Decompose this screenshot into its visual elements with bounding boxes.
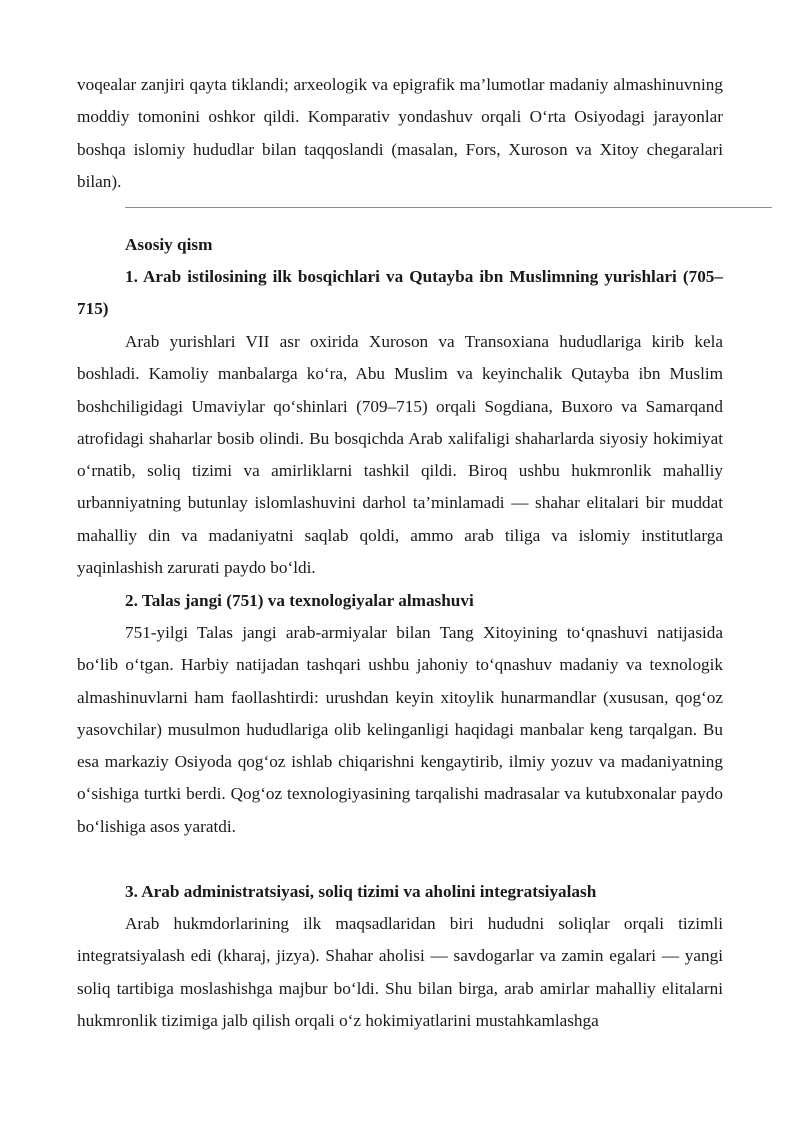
section-2-body: 751-yilgi Talas jangi arab-armiyalar bilan Tang Xitoyining to‘qnashuvi natijasida bo‘lib o‘tgan. Harbiy natijadan tashqari ushbu jahoniy to‘qnashuv madaniy va texnologik almashinuvlarni ham faollashtirdi: urushdan keyin xitoylik hunarmandlar (xususan, qog‘oz yasovchilar) musulmon hududlariga olib kelinganligi haqidagi manbalar keng tarqalgan. Bu esa markaziy Osiyoda qog‘oz ishlab chiqarishni kengaytirib, ilmiy yozuv va madaniyatning o‘sishiga turtki berdi. Qog‘oz texnologiyasining tarqalishi madrasalar va kutubxonalar paydo bo‘lishiga asos yaratdi. <box>77 623 723 836</box>
intro-paragraph: voqealar zanjiri qayta tiklandi; arxeologik va epigrafik ma’lumotlar madaniy almashinuvning moddiy tomonini oshkor qildi. Komparativ yondashuv orqali O‘rta Osiyodagi jarayonlar boshqa islomiy hududlar bilan taqqoslandi (masalan, Fors, Xuroson va Xitoy chegaralari bilan). <box>77 75 723 191</box>
section-1-heading: 1. Arab istilosining ilk bosqichlari va Qutayba ibn Muslimning yurishlari (705–715) <box>77 267 723 319</box>
section-1-body: Arab yurishlari VII asr oxirida Xuroson va Transoxiana hududlariga kirib kela boshladi. Kamoliy manbalarga ko‘ra, Abu Muslim va keyinchalik Qutayba ibn Muslim boshchiligidagi Umaviylar qo‘shinlari (709–715) orqali Sogdiana, Buxoro va Samarqand atrofidagi shaharlar bosib olindi. Bu bosqichda Arab xalifaligi shaharlarda siyosiy hokimiyat o‘rnatib, soliq tizimi va amirliklarni tashkil qildi. Biroq ushbu hukmronlik mahalliy urbanniyatning butunlay islomlashuvini darhol ta’minlamadi — shahar elitalari bir muddat mahalliy din va madaniyatni saqlab qoldi, ammo arab tiliga va islomiy institutlarga yaqinlashish zarurati paydo bo‘ldi. <box>77 332 723 578</box>
section-title: Asosiy qism <box>125 235 213 254</box>
horizontal-rule <box>125 207 772 208</box>
section-2-heading: 2. Talas jangi (751) va texnologiyalar almashuvi <box>125 591 474 610</box>
section-3-heading: 3. Arab administratsiyasi, soliq tizimi va aholini integratsiyalash <box>125 882 597 901</box>
section-3-body: Arab hukmdorlarining ilk maqsadlaridan biri hududni soliqlar orqali tizimli integratsiyalash edi (kharaj, jizya). Shahar aholisi — savdogarlar va zamin egalari — yangi soliq tartibiga moslashishga majbur bo‘ldi. Shu bilan birga, arab amirlar mahalliy elitalarni hukmronlik tizimiga jalb qilish orqali o‘z hokimiyatlarini mustahkamlashga <box>77 914 723 1030</box>
